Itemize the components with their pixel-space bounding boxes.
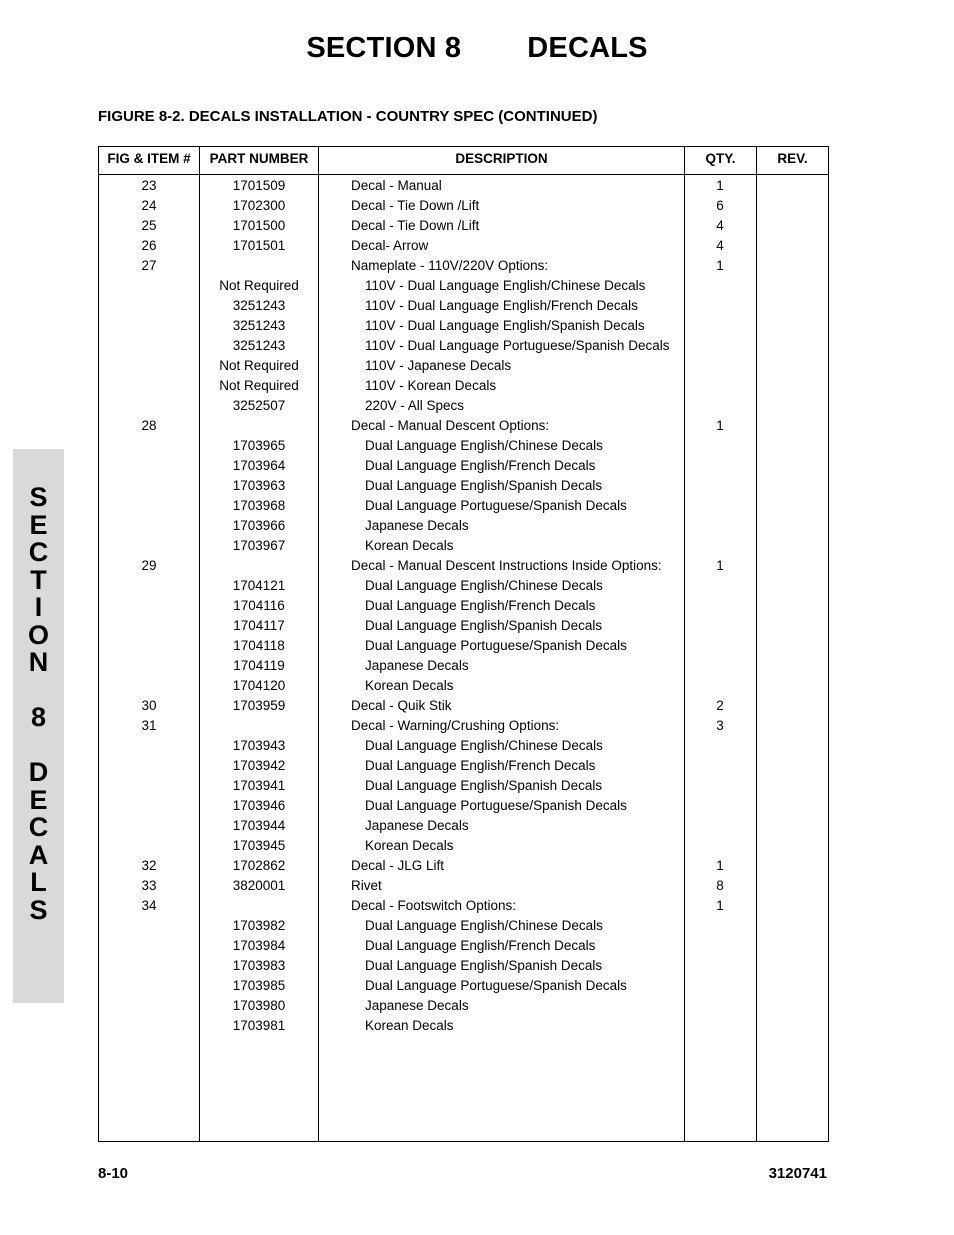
side-tab-letter: D xyxy=(28,757,49,787)
table-row xyxy=(99,875,828,895)
table-row xyxy=(99,355,828,375)
description-cell: Decal - Manual xyxy=(351,177,442,193)
part-number-cell: 3252507 xyxy=(232,397,286,413)
table-row xyxy=(99,935,828,955)
fig-item-cell: 30 xyxy=(141,697,157,713)
fig-item-cell: 25 xyxy=(141,217,157,233)
side-tab-letter: 8 xyxy=(30,702,47,732)
description-cell: Dual Language English/Chinese Decals xyxy=(365,737,603,753)
description-cell: Decal - Quik Stik xyxy=(351,697,452,713)
qty-cell: 1 xyxy=(716,177,724,193)
description-cell: Dual Language English/Chinese Decals xyxy=(365,577,603,593)
part-number-cell: 1702300 xyxy=(232,197,286,213)
table-row xyxy=(99,915,828,935)
part-number-cell: 1703981 xyxy=(232,1017,286,1033)
header-description: DESCRIPTION xyxy=(455,151,548,166)
part-number-cell: 3251243 xyxy=(232,297,286,313)
table-body xyxy=(99,175,828,1035)
table-row xyxy=(99,455,828,475)
side-tab-letter: E xyxy=(29,784,48,815)
fig-item-cell: 29 xyxy=(141,557,157,573)
description-cell: Dual Language Portuguese/Spanish Decals xyxy=(365,977,627,993)
side-tab-letter: E xyxy=(29,509,48,540)
table-row xyxy=(99,575,828,595)
qty-cell: 1 xyxy=(716,857,724,873)
description-cell: Decal - Tie Down /Lift xyxy=(351,217,480,233)
fig-item-cell: 34 xyxy=(141,897,157,913)
side-tab-letter: A xyxy=(28,839,49,870)
table-row xyxy=(99,195,828,215)
qty-cell: 1 xyxy=(716,897,724,913)
part-number-cell: 1703983 xyxy=(232,957,286,973)
section-side-tab xyxy=(13,449,64,1003)
table-row xyxy=(99,995,828,1015)
fig-item-cell: 28 xyxy=(141,417,157,433)
header-part-number: PART NUMBER xyxy=(209,151,309,166)
description-cell: Dual Language English/Chinese Decals xyxy=(365,437,603,453)
description-cell: Dual Language English/Spanish Decals xyxy=(365,477,603,493)
part-number-cell: 1703943 xyxy=(232,737,286,753)
description-cell: Decal - Manual Descent Options: xyxy=(351,417,550,433)
description-cell: Japanese Decals xyxy=(365,657,469,673)
part-number-cell: 1703946 xyxy=(232,797,286,813)
description-cell: Decal - Footswitch Options: xyxy=(351,897,517,913)
header-qty: QTY. xyxy=(705,151,736,166)
description-cell: 110V - Korean Decals xyxy=(365,377,497,393)
description-cell: Dual Language English/Chinese Decals xyxy=(365,917,603,933)
table-row xyxy=(99,655,828,675)
part-number-cell: 1703980 xyxy=(232,997,286,1013)
description-cell: Dual Language English/French Decals xyxy=(365,457,596,473)
part-number-cell: 1704116 xyxy=(233,597,285,613)
table-row xyxy=(99,235,828,255)
table-row xyxy=(99,335,828,355)
part-number-cell: 1704118 xyxy=(233,637,285,653)
table-row xyxy=(99,215,828,235)
part-number-cell: 1704121 xyxy=(232,577,286,593)
qty-cell: 1 xyxy=(716,257,724,273)
description-cell: Decal - Warning/Crushing Options: xyxy=(351,717,560,733)
part-number-cell: Not Required xyxy=(219,277,299,293)
part-number-cell: 1701509 xyxy=(232,177,286,193)
part-number-cell: 1704120 xyxy=(232,677,286,693)
table-row xyxy=(99,615,828,635)
part-number-cell: 1701501 xyxy=(232,237,286,253)
description-cell: Dual Language English/French Decals xyxy=(365,757,596,773)
side-tab-letter: L xyxy=(30,867,47,897)
description-cell: Decal - Manual Descent Instructions Inside Options: xyxy=(351,557,662,573)
part-number-cell: 1703984 xyxy=(232,937,286,953)
description-cell: Dual Language English/Spanish Decals xyxy=(365,957,603,973)
part-number-cell: 1703985 xyxy=(232,977,286,993)
description-cell: Rivet xyxy=(351,877,382,893)
part-number-cell: 1704119 xyxy=(233,657,285,673)
side-tab-letter: S xyxy=(29,482,48,512)
description-cell: 110V - Japanese Decals xyxy=(365,357,512,373)
qty-cell: 1 xyxy=(716,557,724,573)
parts-table xyxy=(98,146,829,1142)
part-number-cell: 1703982 xyxy=(232,917,286,933)
table-row xyxy=(99,415,828,435)
figure-title: FIGURE 8-2. DECALS INSTALLATION - COUNTRY SPEC (CONTINUED) xyxy=(98,108,598,125)
description-cell: Dual Language English/French Decals xyxy=(365,597,596,613)
description-cell: Nameplate - 110V/220V Options: xyxy=(351,257,549,273)
table-row xyxy=(99,315,828,335)
side-tab-letter: N xyxy=(28,647,49,677)
table-row xyxy=(99,175,828,195)
section-title: SECTION 8 DECALS xyxy=(306,32,648,64)
fig-item-cell: 23 xyxy=(141,177,157,193)
description-cell: 110V - Dual Language English/Spanish Decals xyxy=(365,317,645,333)
description-cell: Korean Decals xyxy=(365,537,454,553)
qty-cell: 4 xyxy=(716,217,724,233)
header-fig-item: FIG & ITEM # xyxy=(107,151,191,166)
qty-cell: 1 xyxy=(716,417,724,433)
side-tab-text xyxy=(13,484,64,924)
description-cell: Decal- Arrow xyxy=(351,237,429,253)
table-row xyxy=(99,475,828,495)
part-number-cell: 1703964 xyxy=(232,457,286,473)
header-rev: REV. xyxy=(777,151,808,166)
part-number-cell: 1703963 xyxy=(232,477,286,493)
table-row xyxy=(99,535,828,555)
table-row xyxy=(99,955,828,975)
table-row xyxy=(99,975,828,995)
description-cell: 110V - Dual Language Portuguese/Spanish Decals xyxy=(365,337,670,353)
table-row xyxy=(99,835,828,855)
side-tab-letter: S xyxy=(29,894,48,925)
fig-item-cell: 32 xyxy=(141,857,157,873)
part-number-cell: 1703967 xyxy=(232,537,286,553)
part-number-cell: 1703968 xyxy=(232,497,286,513)
description-cell: 220V - All Specs xyxy=(365,397,465,413)
part-number-cell: 3820001 xyxy=(232,877,286,893)
fig-item-cell: 26 xyxy=(141,237,157,253)
table-row xyxy=(99,815,828,835)
description-cell: Korean Decals xyxy=(365,677,454,693)
table-row xyxy=(99,515,828,535)
part-number-cell: 1701500 xyxy=(232,217,286,233)
table-row xyxy=(99,895,828,915)
table-row xyxy=(99,555,828,575)
description-cell: 110V - Dual Language English/Chinese Decals xyxy=(365,277,646,293)
description-cell: Dual Language English/French Decals xyxy=(365,937,596,953)
side-tab-letter xyxy=(13,732,64,760)
qty-cell: 6 xyxy=(716,197,724,213)
description-cell: Dual Language Portuguese/Spanish Decals xyxy=(365,637,627,653)
part-number-cell: 1703965 xyxy=(232,437,286,453)
description-cell: 110V - Dual Language English/French Decals xyxy=(365,297,638,313)
qty-cell: 4 xyxy=(716,237,724,253)
page-number: 8-10 xyxy=(98,1165,129,1182)
description-cell: Dual Language English/Spanish Decals xyxy=(365,777,603,793)
part-number-cell: 1703941 xyxy=(232,777,286,793)
fig-item-cell: 27 xyxy=(141,257,157,273)
table-row xyxy=(99,855,828,875)
side-tab-letter xyxy=(13,677,64,705)
table-row xyxy=(99,375,828,395)
description-cell: Dual Language English/Spanish Decals xyxy=(365,617,603,633)
table-row xyxy=(99,755,828,775)
side-tab-letter: C xyxy=(28,812,49,842)
table-row xyxy=(99,435,828,455)
side-tab-letter: C xyxy=(28,537,49,567)
table-row xyxy=(99,735,828,755)
part-number-cell: 1703944 xyxy=(232,817,286,833)
side-tab-letter: T xyxy=(30,564,47,595)
description-cell: Decal - Tie Down /Lift xyxy=(351,197,480,213)
part-number-cell: 1703966 xyxy=(232,517,286,533)
table-row xyxy=(99,795,828,815)
part-number-cell: Not Required xyxy=(219,377,299,393)
table-row xyxy=(99,275,828,295)
table-row xyxy=(99,715,828,735)
table-row xyxy=(99,295,828,315)
table-row xyxy=(99,495,828,515)
fig-item-cell: 24 xyxy=(141,197,157,213)
description-cell: Japanese Decals xyxy=(365,817,469,833)
side-tab-letter: I xyxy=(34,592,43,622)
description-cell: Japanese Decals xyxy=(365,997,469,1013)
table-row xyxy=(99,395,828,415)
part-number-cell: Not Required xyxy=(219,357,299,373)
fig-item-cell: 33 xyxy=(141,877,157,893)
description-cell: Korean Decals xyxy=(365,837,454,853)
part-number-cell: 3251243 xyxy=(232,317,286,333)
part-number-cell: 3251243 xyxy=(232,337,286,353)
table-row xyxy=(99,255,828,275)
table-row xyxy=(99,775,828,795)
qty-cell: 3 xyxy=(716,717,724,733)
document-number: 3120741 xyxy=(768,1165,827,1182)
table-row xyxy=(99,1015,828,1035)
description-cell: Decal - JLG Lift xyxy=(351,857,445,873)
side-tab-letter: O xyxy=(27,619,49,650)
table-row xyxy=(99,635,828,655)
part-number-cell: 1702862 xyxy=(232,857,286,873)
fig-item-cell: 31 xyxy=(141,717,157,733)
table-row xyxy=(99,595,828,615)
part-number-cell: 1703959 xyxy=(232,697,286,713)
description-cell: Dual Language Portuguese/Spanish Decals xyxy=(365,797,627,813)
part-number-cell: 1704117 xyxy=(233,617,285,633)
table-row xyxy=(99,695,828,715)
description-cell: Korean Decals xyxy=(365,1017,454,1033)
part-number-cell: 1703945 xyxy=(232,837,286,853)
table-row xyxy=(99,675,828,695)
qty-cell: 8 xyxy=(716,877,724,893)
description-cell: Japanese Decals xyxy=(365,517,469,533)
part-number-cell: 1703942 xyxy=(232,757,286,773)
qty-cell: 2 xyxy=(716,697,724,713)
description-cell: Dual Language Portuguese/Spanish Decals xyxy=(365,497,627,513)
